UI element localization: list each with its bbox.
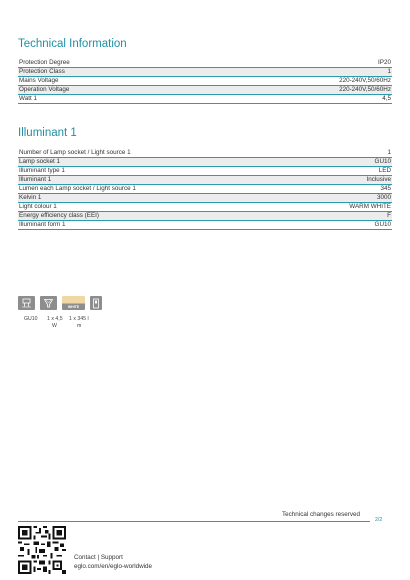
spec-label: Operation Voltage [18,85,203,94]
spec-label: Number of Lamp socket / Light source 1 [18,148,291,157]
table-row [18,85,392,94]
watt-caption: 1 x 4,5 [47,316,63,322]
spec-label: Illuminant form 1 [18,220,291,229]
spec-label: Illuminant 1 [18,175,291,184]
switch-icon [90,296,102,310]
spec-label: Lamp socket 1 [18,157,291,166]
bulb-icon [40,296,57,310]
spec-label: Watt 1 [18,94,203,103]
feature-icons [18,296,102,310]
warm-white-label: WHITE [67,305,80,309]
spec-value: LED [291,166,392,175]
spec-label: Lumen each Lamp socket / Light source 1 [18,184,291,193]
table-row [18,211,392,220]
table-row [18,148,392,157]
spec-value: GU10 [291,157,392,166]
lumen-caption: 1 x 345 l [69,316,89,322]
contact-support-link[interactable]: Contact | Support [74,554,123,561]
footer-divider [18,521,370,522]
technical-information-table [18,58,392,104]
table-row [18,94,392,103]
spec-value: GU10 [291,220,392,229]
spec-value: Inclusive [291,175,392,184]
spec-label: Energy efficiency class (EEI) [18,211,291,220]
spec-value: 220-240V,50/60Hz [203,76,392,85]
table-row [18,220,392,229]
table-row [18,175,392,184]
spec-label: Light colour 1 [18,202,291,211]
website-link[interactable]: eglo.com/en/eglo-worldwide [74,563,153,570]
spec-value: 345 [291,184,392,193]
spec-label: Mains Voltage [18,76,203,85]
spec-value: 3000 [291,193,392,202]
table-row [18,67,392,76]
lamp-socket-icon [18,296,35,310]
table-row [18,193,392,202]
illuminant-table [18,148,392,230]
spec-value: WARM WHITE [291,202,392,211]
spec-value: 4,5 [203,94,392,103]
spec-label: Kelvin 1 [18,193,291,202]
lumen-caption-unit: m [77,323,82,329]
technical-changes-note: Technical changes reserved [282,511,361,518]
page-number: 2/2 [375,517,383,523]
table-row [18,184,392,193]
spec-label: Illuminant type 1 [18,166,291,175]
table-row [18,58,392,67]
spec-value: 1 [203,67,392,76]
illuminant-heading: Illuminant 1 [18,127,77,139]
contact-block [74,553,152,571]
technical-information-heading: Technical Information [18,38,127,50]
table-row [18,202,392,211]
table-row [18,157,392,166]
table-row [18,166,392,175]
qr-code [18,526,66,574]
spec-value: 220-240V,50/60Hz [203,85,392,94]
watt-caption-unit: W [52,323,57,329]
socket-caption: GU10 [24,316,38,322]
spec-value: F [291,211,392,220]
spec-label: Protection Class [18,67,203,76]
warm-white-icon [62,296,85,310]
spec-label: Protection Degree [18,58,203,67]
spec-value: IP20 [203,58,392,67]
table-row [18,76,392,85]
spec-value: 1 [291,148,392,157]
